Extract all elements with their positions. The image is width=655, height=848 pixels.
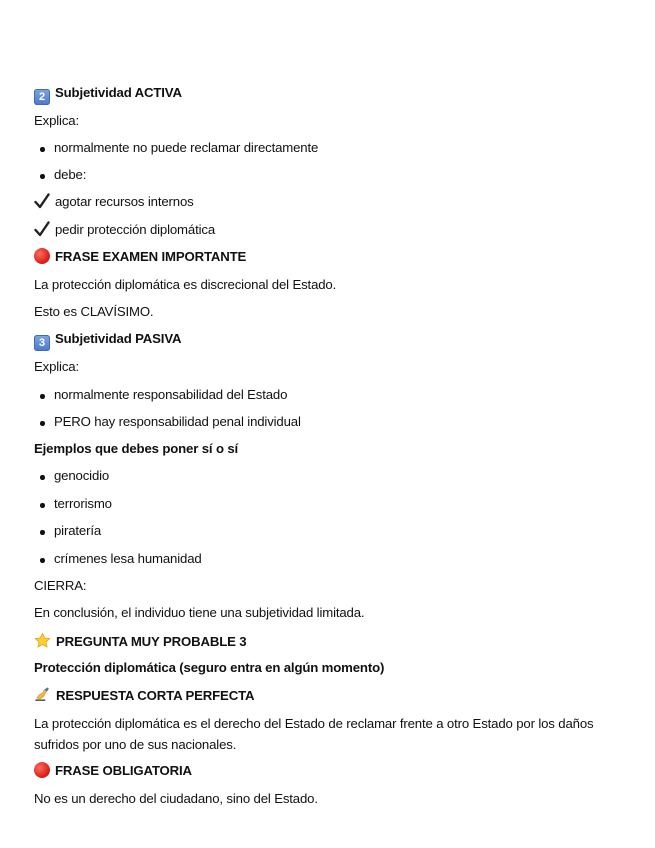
answer-heading — [34, 686, 254, 705]
heading-text: Subjetividad ACTIVA — [55, 85, 182, 100]
keycap-number-icon: 3 — [34, 335, 50, 351]
check-line — [34, 221, 215, 239]
list-item: terrorismo — [34, 495, 112, 513]
important-heading — [34, 248, 246, 266]
paragraph: Explica: — [34, 113, 79, 128]
check-mark-icon — [34, 221, 50, 237]
paragraph: Esto es CLAVÍSIMO. — [34, 304, 154, 319]
list-item: genocidio — [34, 467, 109, 485]
red-circle-icon — [34, 248, 50, 264]
list-item: debe: — [34, 166, 86, 184]
question-heading — [34, 632, 246, 651]
paragraph: CIERRA: — [34, 578, 87, 593]
check-text: agotar recursos internos — [55, 194, 194, 209]
definition-paragraph: La protección diplomática es el derecho del Estado de reclamar frente a otro Estado por los daños sufridos por uno de sus nacionales. — [34, 716, 594, 752]
list-item: PERO hay responsabilidad penal individual — [34, 413, 301, 431]
heading-text: FRASE EXAMEN IMPORTANTE — [55, 249, 247, 264]
star-icon — [34, 632, 51, 649]
important-heading — [34, 762, 192, 780]
list-item: crímenes lesa humanidad — [34, 550, 202, 568]
red-circle-icon — [34, 762, 50, 778]
paragraph: En conclusión, el individuo tiene una subjetividad limitada. — [34, 605, 365, 620]
keycap-number-icon: 2 — [34, 89, 50, 105]
heading-text: PREGUNTA MUY PROBABLE 3 — [56, 634, 247, 649]
paragraph: No es un derecho del ciudadano, sino del Estado. — [34, 791, 318, 806]
section-heading — [34, 330, 181, 351]
heading-text: RESPUESTA CORTA PERFECTA — [56, 688, 255, 703]
check-text: pedir protección diplomática — [55, 222, 215, 237]
list-item: normalmente no puede reclamar directamente — [34, 139, 318, 157]
check-mark-icon — [34, 193, 50, 209]
writing-hand-icon — [34, 686, 51, 703]
heading-text: Subjetividad PASIVA — [55, 331, 182, 346]
list-item: piratería — [34, 522, 101, 540]
paragraph: La protección diplomática es discrecional del Estado. — [34, 277, 337, 292]
section-heading — [34, 84, 182, 105]
check-line — [34, 193, 194, 211]
heading-text: FRASE OBLIGATORIA — [55, 763, 192, 778]
list-item: normalmente responsabilidad del Estado — [34, 386, 287, 404]
paragraph: Explica: — [34, 359, 79, 374]
subheading: Protección diplomática (seguro entra en algún momento) — [34, 660, 385, 675]
subheading: Ejemplos que debes poner sí o sí — [34, 441, 239, 456]
